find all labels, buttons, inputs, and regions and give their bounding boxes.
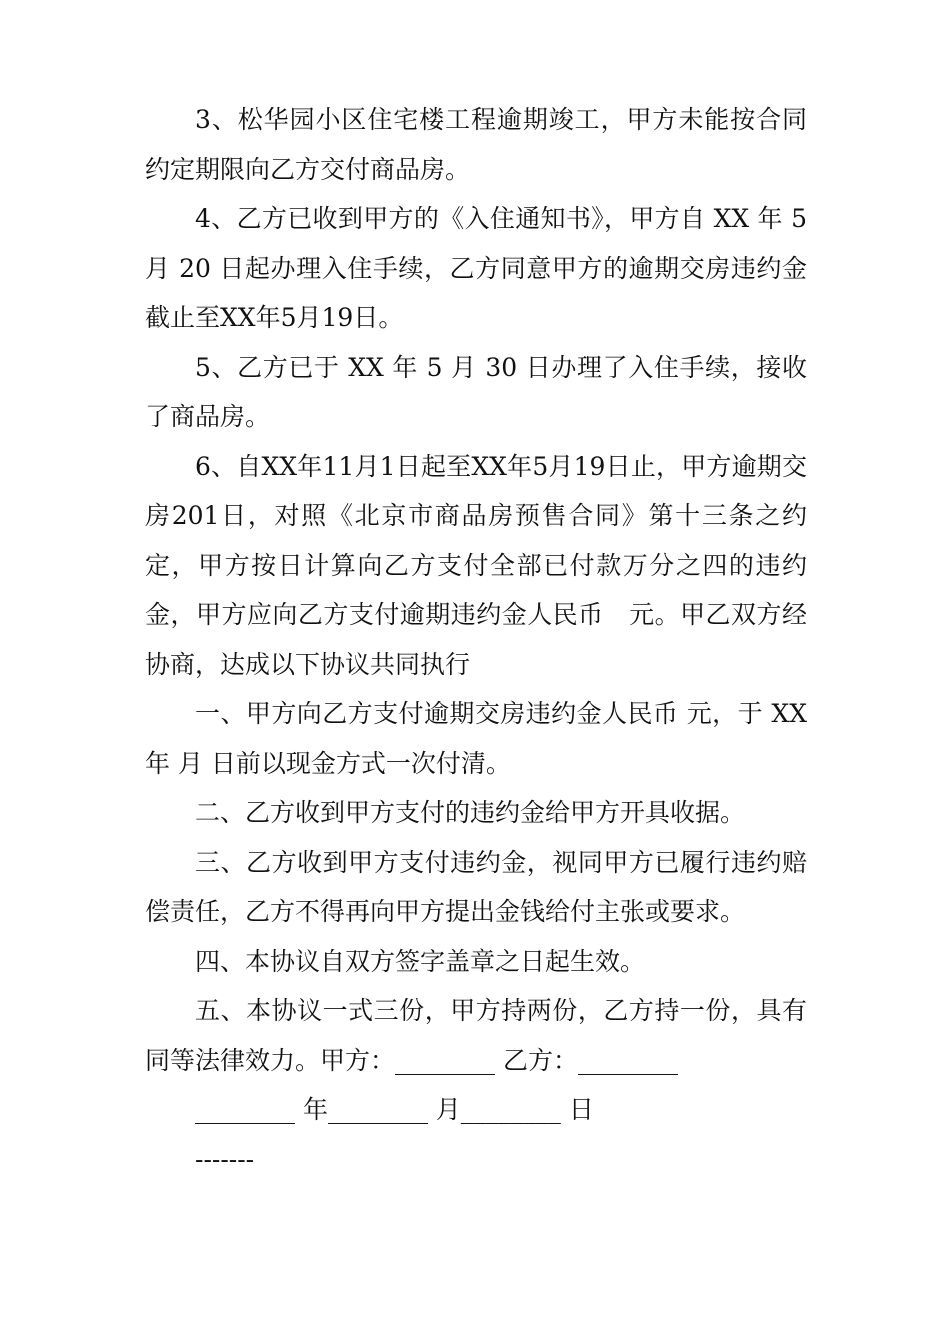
paragraph-item-4: 4、乙方已收到甲方的《入住通知书》，甲方自 XX 年 5 月 20 日起办理入住手续，乙方同意甲方的逾期交房违约金截止至XX年5月19日。: [145, 204, 807, 332]
agreement-clause-1: 一、甲方向乙方支付逾期交房违约金人民币 元，于 XX 年 月 日前以现金方式一次付清。: [145, 699, 807, 778]
paragraph-item-5: 5、乙方已于 XX 年 5 月 30 日办理了入住手续，接收了商品房。: [145, 352, 807, 431]
signature-date-line: ________ 年________ 月________ 日: [195, 1095, 594, 1124]
agreement-clause-3: 三、乙方收到甲方支付违约金，视同甲方已履行违约赔偿责任，乙方不得再向甲方提出金钱给付主张或要求。: [145, 847, 807, 926]
agreement-clause-5-signatures: 五、本协议一式三份，甲方持两份，乙方持一份，具有同等法律效力。甲方：________ 乙方：________: [145, 996, 807, 1075]
agreement-clause-4: 四、本协议自双方签字盖章之日起生效。: [195, 946, 646, 976]
dash-separator: -------: [195, 1144, 255, 1174]
document-body: [145, 95, 807, 1184]
paragraph-item-3: 3、松华园小区住宅楼工程逾期竣工，甲方未能按合同约定期限向乙方交付商品房。: [145, 105, 807, 184]
paragraph-item-6: 6、自XX年11月1日起至XX年5月19日止，甲方逾期交房201日，对照《北京市商品房预售合同》第十三条之约定，甲方按日计算向乙方支付全部已付款万分之四的违约金，甲方应向乙方支付逾期违约金人民币 元。甲乙双方经协商，达成以下协议共同执行: [145, 451, 807, 679]
agreement-clause-2: 二、乙方收到甲方支付的违约金给甲方开具收据。: [195, 798, 746, 827]
